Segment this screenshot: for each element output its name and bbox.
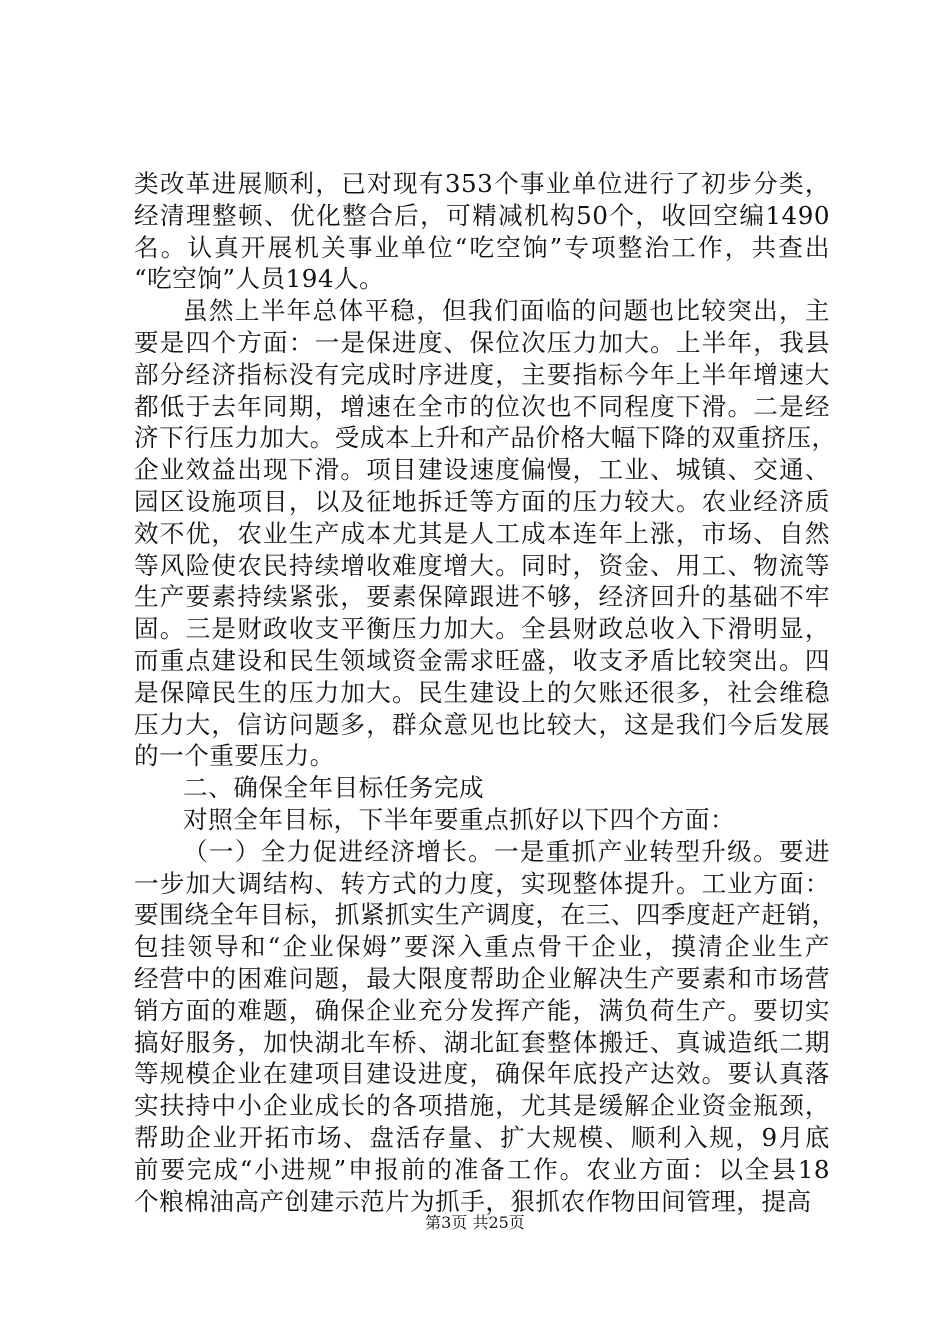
document-body xyxy=(134,168,837,1217)
text-line: 经清理整顿、优化整合后，可精减机构50个，收回空编1490 xyxy=(134,200,830,230)
text-line: 等风险使农民持续增收难度增大。同时，资金、用工、物流等 xyxy=(134,550,830,580)
paragraph xyxy=(134,295,837,772)
text-line: 实扶持中小企业成长的各项措施，尤其是缓解企业资金瓶颈， xyxy=(134,1091,830,1121)
text-line: 生产要素持续紧张，要素保障跟进不够，经济回升的基础不牢 xyxy=(134,582,830,612)
text-line: 部分经济指标没有完成时序进度，主要指标今年上半年增速大 xyxy=(134,359,830,389)
text-line: 企业效益出现下滑。项目建设速度偏慢，工业、城镇、交通、 xyxy=(134,455,830,485)
text-line: 是保障民生的压力加大。民生建设上的欠账还很多，社会维稳 xyxy=(134,677,830,707)
text-line: 济下行压力加大。受成本上升和产品价格大幅下降的双重挤压， xyxy=(134,423,837,453)
text-line: （一）全力促进经济增长。一是重抓产业转型升级。要进 xyxy=(183,836,830,866)
paragraph xyxy=(134,772,830,804)
paragraph xyxy=(134,836,837,1218)
text-line: 要是四个方面：一是保进度、保位次压力加大。上半年，我县 xyxy=(134,327,830,357)
text-line: “吃空饷”人员194人。 xyxy=(134,264,385,294)
paragraph xyxy=(134,168,830,295)
text-line: 经营中的困难问题，最大限度帮助企业解决生产要素和市场营 xyxy=(134,963,830,993)
text-line: 类改革进展顺利，已对现有353个事业单位进行了初步分类， xyxy=(134,169,830,198)
text-line: 固。三是财政收支平衡压力加大。全县财政总收入下滑明显， xyxy=(134,614,830,644)
text-line: 搞好服务，加快湖北车桥、湖北缸套整体搬迁、真诚造纸二期 xyxy=(134,1027,830,1057)
text-line: 都低于去年同期，增速在全市的位次也不同程度下滑。二是经 xyxy=(134,391,830,421)
text-line: 前要完成“小进规”申报前的准备工作。农业方面：以全县18 xyxy=(134,1154,830,1184)
text-line: 名。认真开展机关事业单位“吃空饷”专项整治工作，共查出 xyxy=(134,232,830,262)
text-line: 一步加大调结构、转方式的力度，实现整体提升。工业方面： xyxy=(134,868,830,898)
text-line: 压力大，信访问题多，群众意见也比较大，这是我们今后发展 xyxy=(134,709,830,739)
text-line: 个粮棉油高产创建示范片为抓手，狠抓农作物田间管理，提高 xyxy=(134,1186,812,1216)
text-line: 效不优，农业生产成本尤其是人工成本连年上涨，市场、自然 xyxy=(134,518,830,548)
text-line: 要围绕全年目标，抓紧抓实生产调度，在三、四季度赶产赶销， xyxy=(134,900,837,930)
text-line: 虽然上半年总体平稳，但我们面临的问题也比较突出，主 xyxy=(183,296,830,326)
text-line: 帮助企业开拓市场、盘活存量、扩大规模、顺利入规，9月底 xyxy=(134,1122,830,1152)
text-line: 销方面的难题，确保企业充分发挥产能，满负荷生产。要切实 xyxy=(134,995,830,1025)
page-number-label: 第3页 共25页 xyxy=(425,1213,525,1232)
text-line: 对照全年目标，下半年要重点抓好以下四个方面： xyxy=(183,804,736,834)
text-line: 的一个重要压力。 xyxy=(134,741,335,771)
page-footer xyxy=(0,1212,950,1234)
text-line: 包挂领导和“企业保姆”要深入重点骨干企业，摸清企业生产 xyxy=(134,932,830,962)
text-line: 园区设施项目，以及征地拆迁等方面的压力较大。农业经济质 xyxy=(134,486,830,516)
text-line: 而重点建设和民生领域资金需求旺盛，收支矛盾比较突出。四 xyxy=(134,645,830,675)
paragraph xyxy=(134,804,830,836)
text-line: 二、确保全年目标任务完成 xyxy=(183,773,485,803)
text-line: 等规模企业在建项目建设进度，确保年底投产达效。要认真落 xyxy=(134,1059,830,1089)
